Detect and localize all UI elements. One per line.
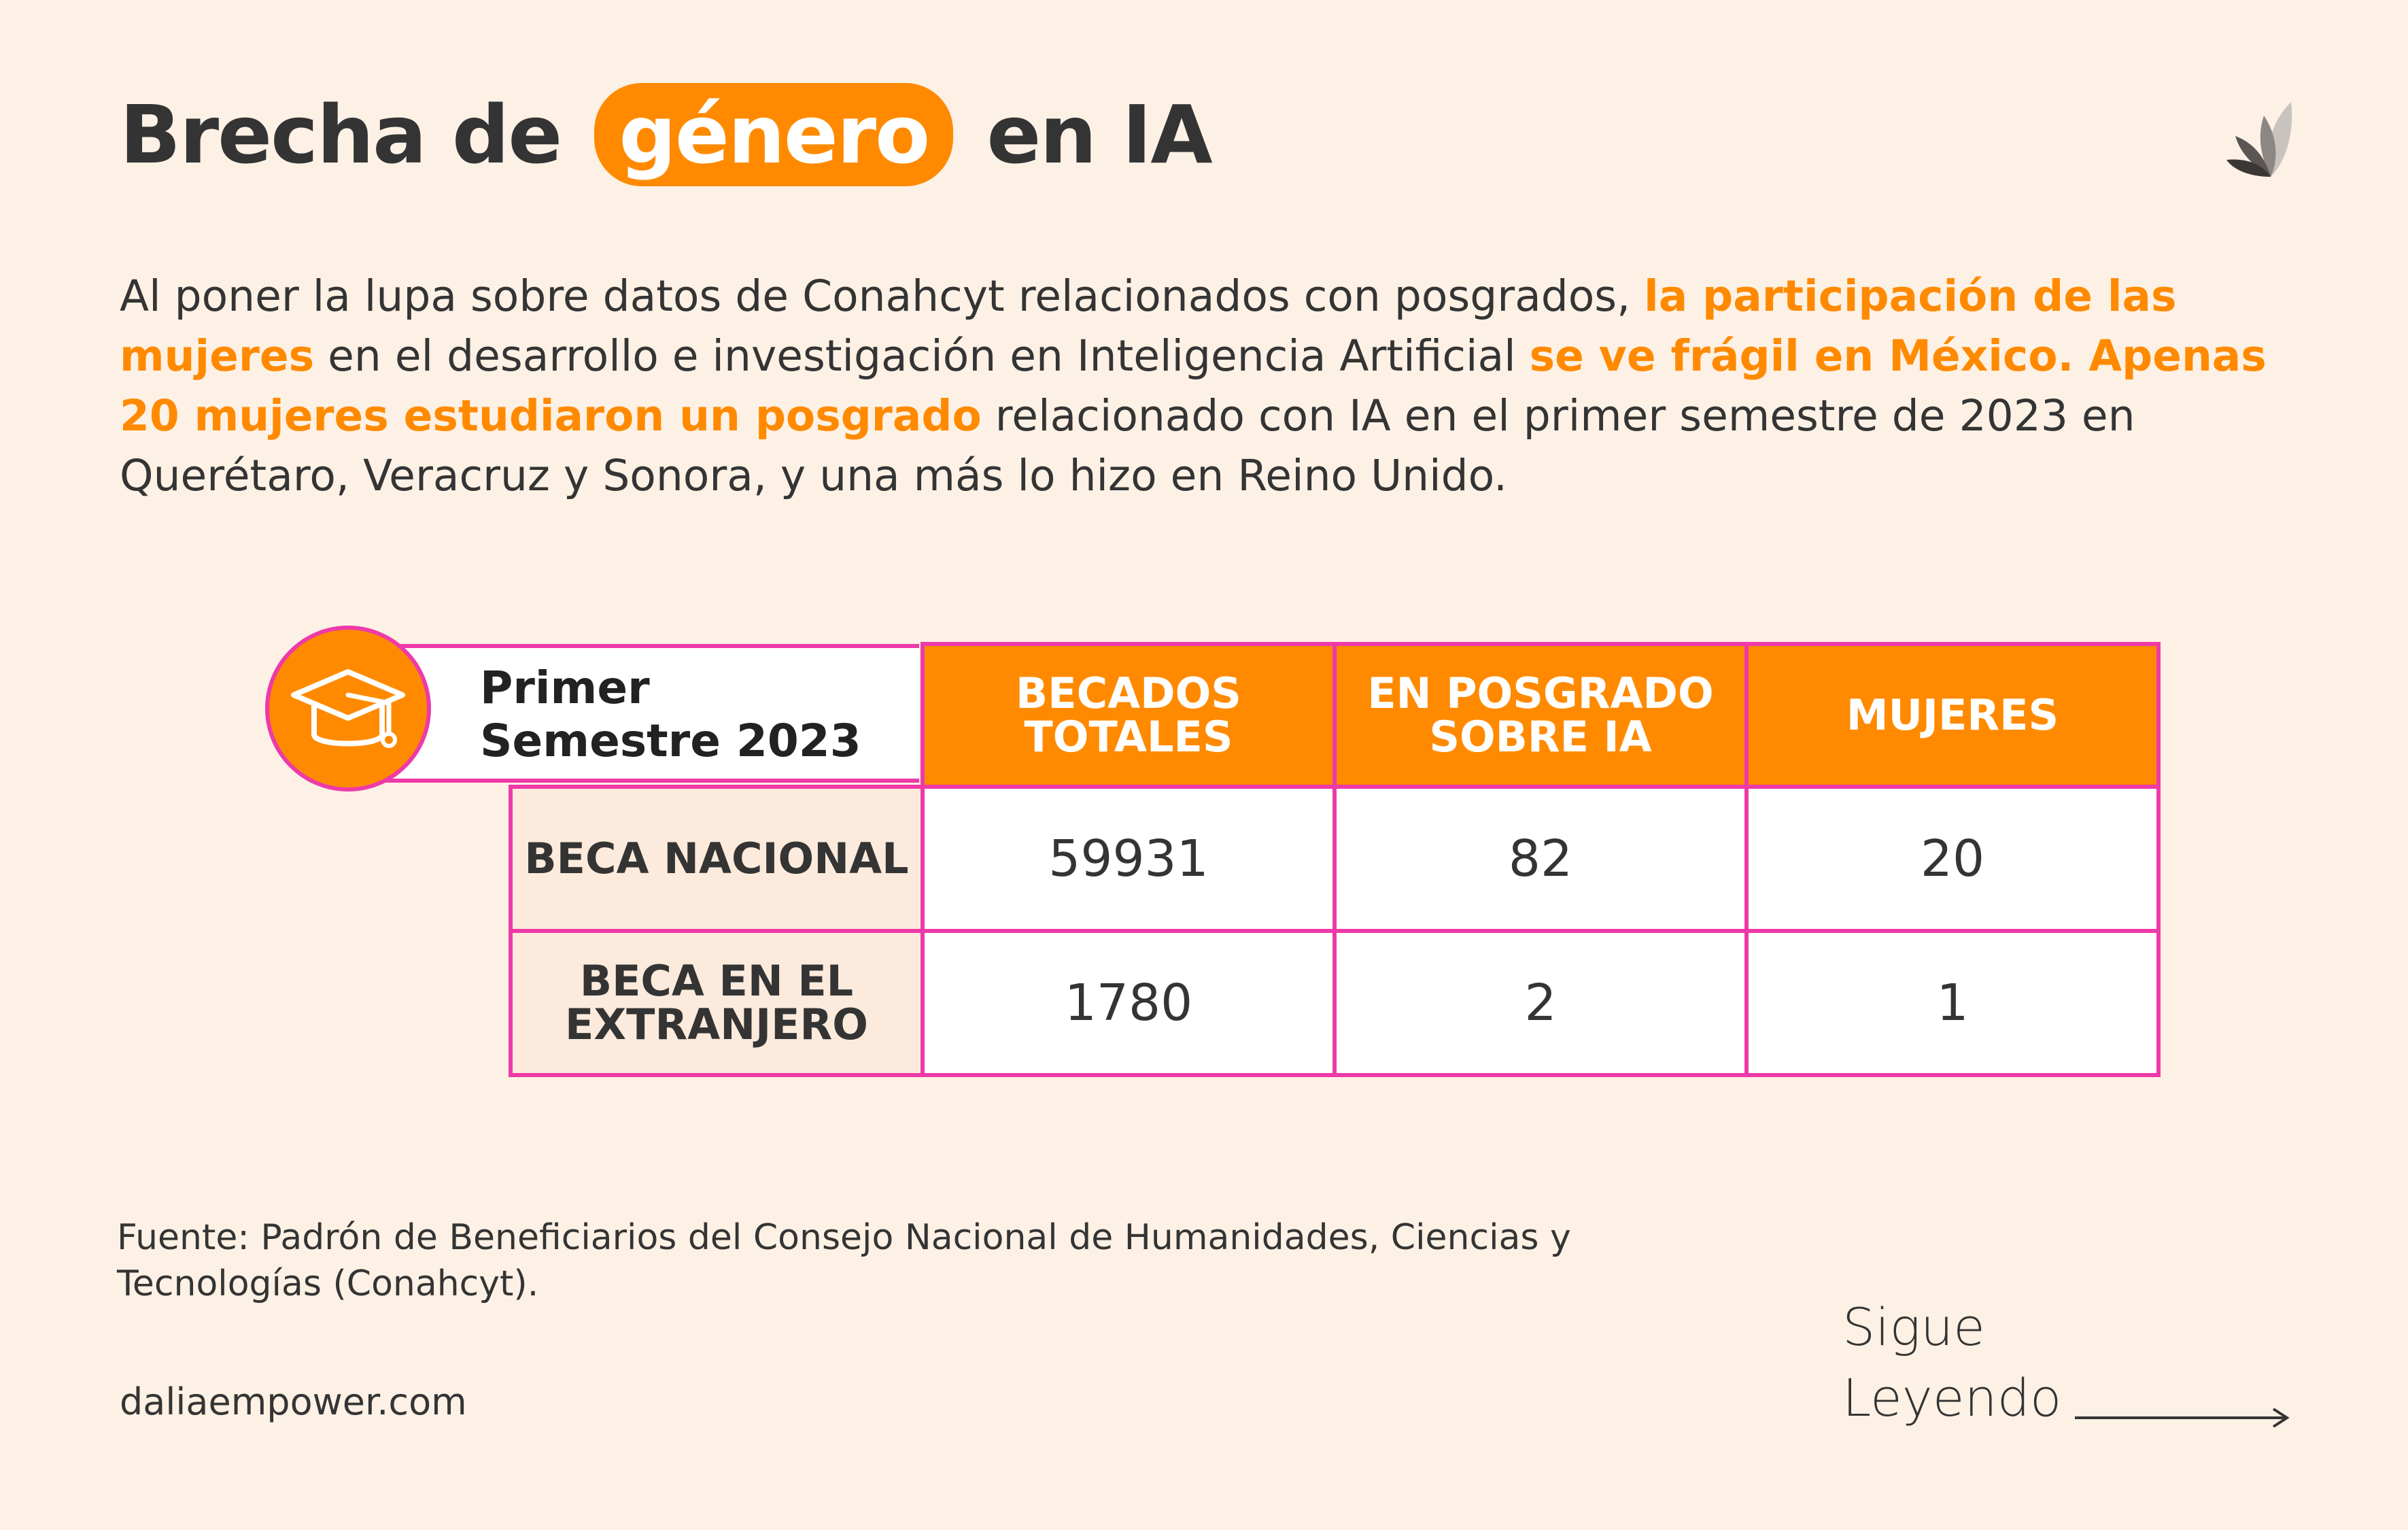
row-header: BECA NACIONAL	[511, 787, 923, 931]
intro-highlight-1: la participación de las mujeres	[120, 271, 2177, 381]
row-header: BECA EN EL EXTRANJERO	[511, 931, 923, 1075]
cta-line-2: Leyendo	[1842, 1367, 2062, 1428]
column-header: EN POSGRADO SOBRE IA	[1335, 644, 1747, 787]
graduation-cap-icon	[287, 660, 409, 762]
arrow-right-icon[interactable]	[2075, 1401, 2292, 1435]
intro-text-2: en el desarrollo e investigación en Inteligencia Artificial	[314, 331, 1530, 381]
continue-reading-cta[interactable]	[1842, 1292, 2061, 1433]
column-header: BECADOS TOTALES	[923, 644, 1335, 787]
table-cell: 20	[1747, 787, 2158, 931]
column-header: MUJERES	[1747, 644, 2158, 787]
intro-text-3: relacionado con IA en el primer semestre de 2023 en Querétaro, Veracruz y Sonora, y una más lo hizo en Reino Unido.	[120, 391, 2135, 500]
intro-paragraph	[120, 267, 2288, 506]
lotus-logo-icon	[2223, 95, 2311, 184]
period-label: Primer Semestre 2023	[480, 662, 861, 767]
table-cell: 1780	[923, 931, 1335, 1075]
table-cell: 59931	[923, 787, 1335, 931]
table-row	[511, 787, 2158, 931]
graduation-badge	[265, 626, 431, 792]
intro-highlight-2: se ve frágil en México. Apenas 20 mujeres estudiaron un posgrado	[120, 331, 2267, 441]
title-after: en IA	[986, 88, 1211, 182]
cta-line-1: Sigue	[1842, 1297, 1985, 1357]
source-note: Fuente: Padrón de Beneficiarios del Consejo Nacional de Humanidades, Ciencias y Tecnologías (Conahcyt).	[117, 1217, 1571, 1304]
page-title	[120, 80, 1211, 189]
period-header	[354, 644, 919, 783]
title-highlight: género	[594, 83, 953, 186]
table-cell: 1	[1747, 931, 2158, 1075]
website-link[interactable]: daliaempower.com	[120, 1380, 467, 1423]
intro-text-1: Al poner la lupa sobre datos de Conahcyt relacionados con posgrados,	[120, 271, 1645, 321]
table-row	[511, 931, 2158, 1075]
table-cell: 82	[1335, 787, 1747, 931]
table-cell: 2	[1335, 931, 1747, 1075]
title-before: Brecha de	[120, 88, 562, 182]
